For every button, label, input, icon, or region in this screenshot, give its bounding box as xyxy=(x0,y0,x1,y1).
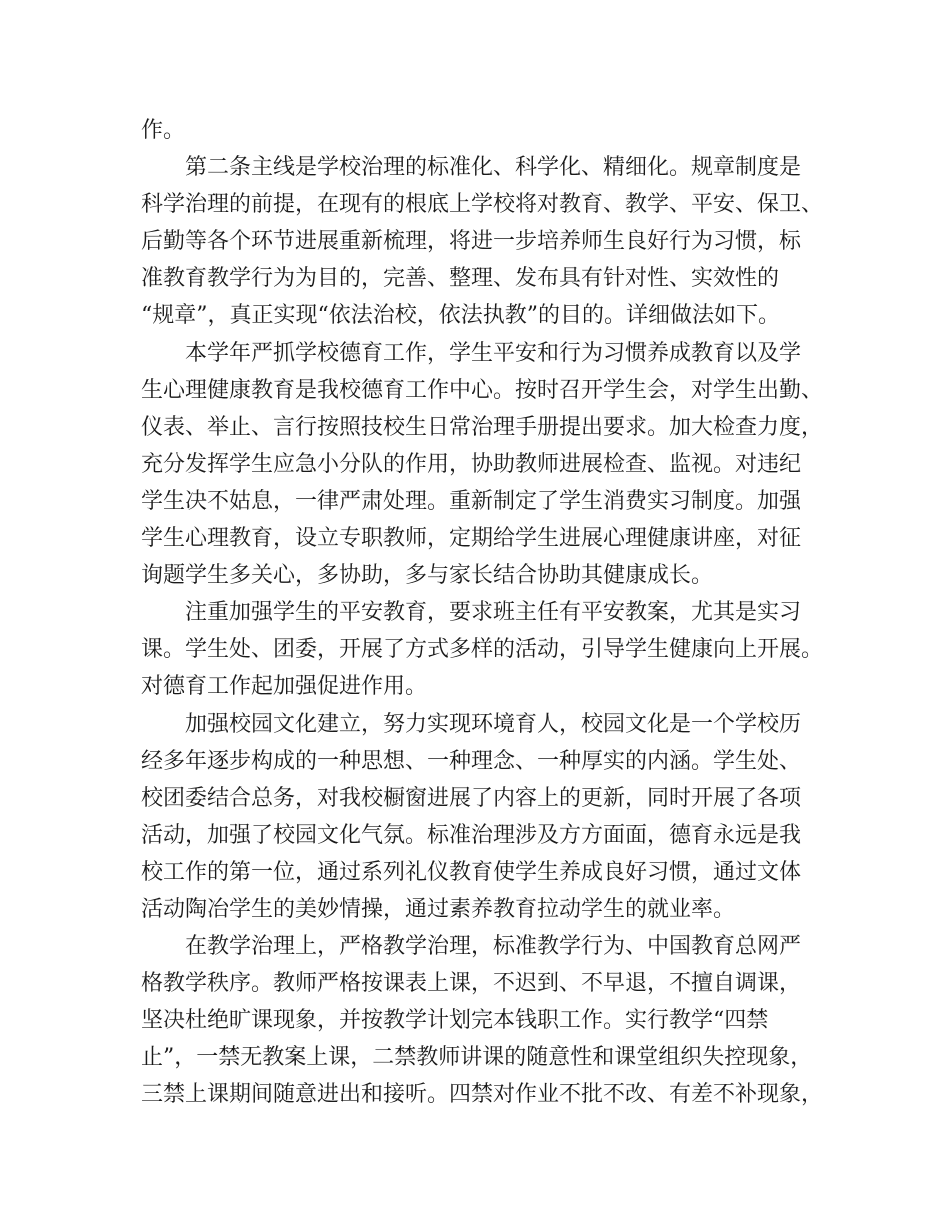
paragraph-safety-education xyxy=(141,594,824,705)
text-line: 课。学生处、团委，开展了方式多样的活动，引导学生健康向上开展。 xyxy=(141,637,824,663)
text-line: 加强校园文化建立，努力实现环境育人，校园文化是一个学校历 xyxy=(185,711,802,737)
text-line: 第二条主线是学校治理的标准化、科学化、精细化。规章制度是 xyxy=(185,155,802,181)
text-line: 仪表、举止、言行按照技校生日常治理手册提出要求。加大检查力度， xyxy=(141,414,824,440)
text-line: 学生心理教育，设立专职教师，定期给学生进展心理健康讲座，对征 xyxy=(141,526,802,552)
text-line: 后勤等各个环节进展重新梳理，将进一步培养师生良好行为习惯，标 xyxy=(141,229,802,255)
text-line: 格教学秩序。教师严格按课表上课，不迟到、不早退，不擅自调课， xyxy=(141,971,802,997)
text-line: 充分发挥学生应急小分队的作用，协助教师进展检查、监视。对违纪 xyxy=(141,451,802,477)
text-line: 学生决不姑息，一律严肃处理。重新制定了学生消费实习制度。加强 xyxy=(141,488,802,514)
paragraph-campus-culture xyxy=(141,706,821,929)
text-line: 准教育教学行为为目的，完善、整理、发布具有针对性、实效性的 xyxy=(141,266,780,292)
paragraph-continuation xyxy=(141,112,821,149)
text-line: 经多年逐步构成的一种思想、一种理念、一种厚实的内涵。学生处、 xyxy=(141,748,802,774)
text-line: 询题学生多关心，多协助，多与家长结合协助其健康成长。 xyxy=(141,563,714,589)
text-line: 对德育工作起加强促进作用。 xyxy=(141,674,428,700)
paragraph-moral-education xyxy=(141,335,824,595)
paragraph-teaching-management xyxy=(141,928,824,1113)
text-line: 三禁上课期间随意进出和接听。四禁对作业不批不改、有差不补现象， xyxy=(141,1082,824,1108)
text-line: “规章”，真正实现“依法治校，依法执教”的目的。详细做法如下。 xyxy=(141,303,780,329)
text-line: 校团委结合总务，对我校橱窗进展了内容上的更新，同时开展了各项 xyxy=(141,785,802,811)
text-line: 作。 xyxy=(141,118,186,143)
document-body xyxy=(141,112,824,1114)
text-line: 活动，加强了校园文化气氛。标准治理涉及方方面面，德育永远是我 xyxy=(141,822,802,848)
paragraph-main-line xyxy=(141,149,824,334)
text-line: 生心理健康教育是我校德育工作中心。按时召开学生会，对学生出勤、 xyxy=(141,377,824,403)
text-line: 本学年严抓学校德育工作，学生平安和行为习惯养成教育以及学 xyxy=(185,340,802,366)
text-line: 在教学治理上，严格教学治理，标准教学行为、中国教育总网严 xyxy=(185,934,802,960)
text-line: 活动陶冶学生的美妙情操，通过素养教育拉动学生的就业率。 xyxy=(141,896,736,922)
text-line: 止”，一禁无教案上课，二禁教师讲课的随意性和课堂组织失控现象， xyxy=(141,1045,813,1071)
text-line: 科学治理的前提，在现有的根底上学校将对教育、教学、平安、保卫、 xyxy=(141,192,824,218)
text-line: 校工作的第一位，通过系列礼仪教育使学生养成良好习惯，通过文体 xyxy=(141,859,802,885)
text-line: 坚决杜绝旷课现象，并按教学计划完本钱职工作。实行教学“四禁 xyxy=(141,1008,769,1034)
text-line: 注重加强学生的平安教育，要求班主任有平安教案，尤其是实习 xyxy=(185,600,802,626)
